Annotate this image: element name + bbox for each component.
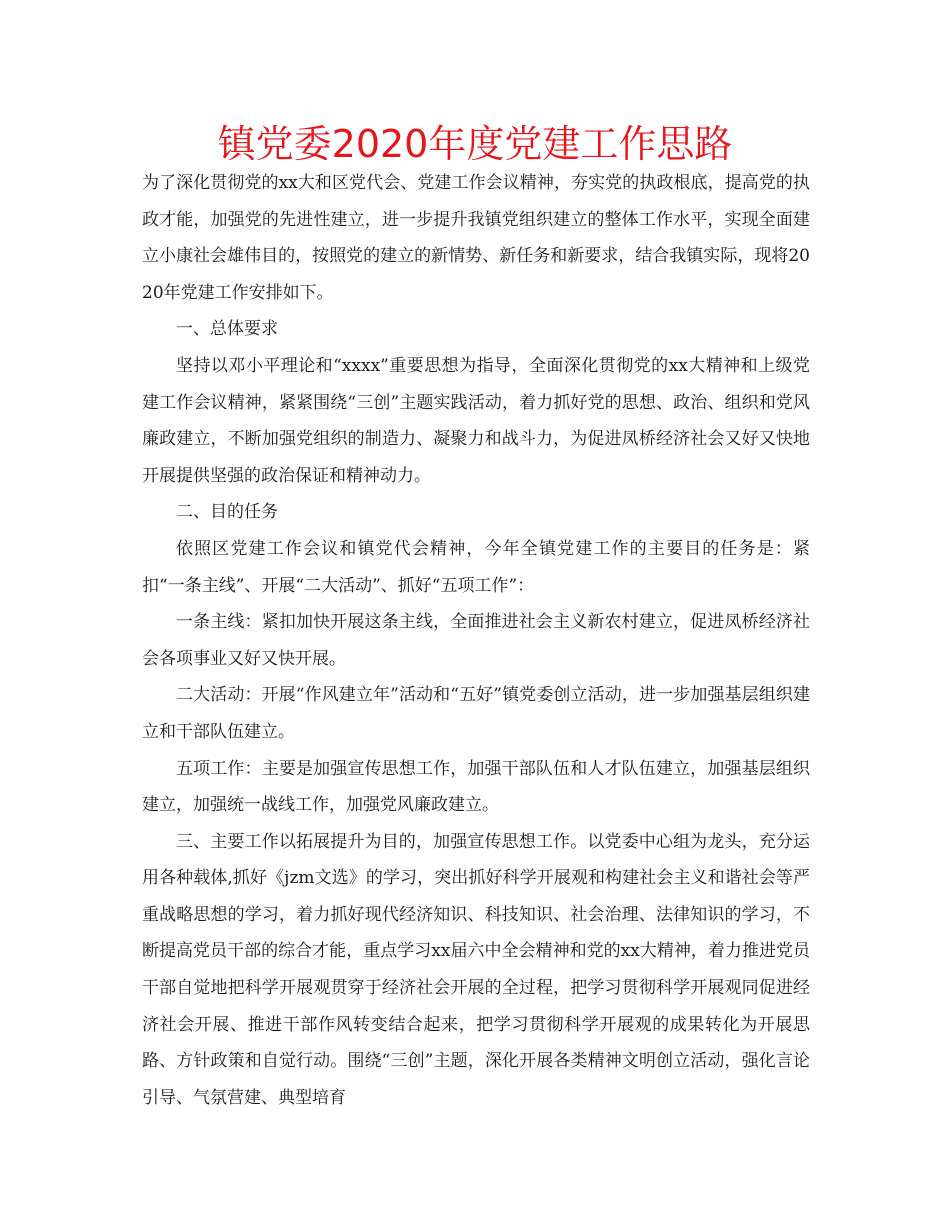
heading-goals-tasks: 二、目的任务	[176, 502, 278, 523]
paragraph-two-activities: 二大活动：开展“作风建立年”活动和“五好”镇党委创立活动，进一步加强基层组织建立和干部队伍建立。	[142, 685, 810, 742]
document-title: 镇党委2020年度党建工作思路	[217, 122, 733, 166]
document-body	[142, 165, 810, 1116]
heading-general-requirements: 一、总体要求	[176, 319, 278, 340]
paragraph-intro: 为了深化贯彻党的xx大和区党代会、党建工作会议精神，夯实党的执政根底，提高党的执政才能，加强党的先进性建立，进一步提升我镇党组织建立的整体工作水平，实现全面建立小康社会雄伟目的，按照党的建立的新情势、新任务和新要求，结合我镇实际，现将2020年党建工作安排如下。	[142, 173, 810, 303]
paragraph-five-tasks: 五项工作：主要是加强宣传思想工作，加强干部队伍和人才队伍建立，加强基层组织建立，加强统一战线工作，加强党风廉政建立。	[142, 758, 810, 816]
paragraph-goals-tasks: 依照区党建工作会议和镇党代会精神，今年全镇党建工作的主要目的任务是：紧扣“一条主线”、开展“二大活动”、抓好“五项工作”：	[142, 538, 810, 596]
paragraph-main-work: 三、主要工作以拓展提升为目的，加强宣传思想工作。以党委中心组为龙头，充分运用各种载体,抓好《jzm文选》的学习，突出抓好科学开展观和构建社会主义和谐社会等严重战略思想的学习，着力抓好现代经济知识、科技知识、社会治理、法律知识的学习，不断提高党员干部的综合才能，重点学习xx届六中全会精神和党的xx大精神，着力推进党员干部自觉地把科学开展观贯穿于经济社会开展的全过程，把学习贯彻科学开展观同促进经济社会开展、推进干部作风转变结合起来，把学习贯彻科学开展观的成果转化为开展思路、方针政策和自觉行动。围绕“三创”主题，深化开展各类精神文明创立活动，强化言论引导、气氛营建、典型培育	[142, 831, 810, 1108]
paragraph-main-line: 一条主线：紧扣加快开展这条主线，全面推进社会主义新农村建立，促进凤桥经济社会各项事业又好又快开展。	[142, 612, 810, 669]
paragraph-general-requirements: 坚持以邓小平理论和“xxxx”重要思想为指导，全面深化贯彻党的xx大精神和上级党建工作会议精神，紧紧围绕“三创”主题实践活动，着力抓好党的思想、政治、组织和党风廉政建立，不断加强党组织的制造力、凝聚力和战斗力，为促进凤桥经济社会又好又快地开展提供坚强的政治保证和精神动力。	[142, 355, 810, 486]
